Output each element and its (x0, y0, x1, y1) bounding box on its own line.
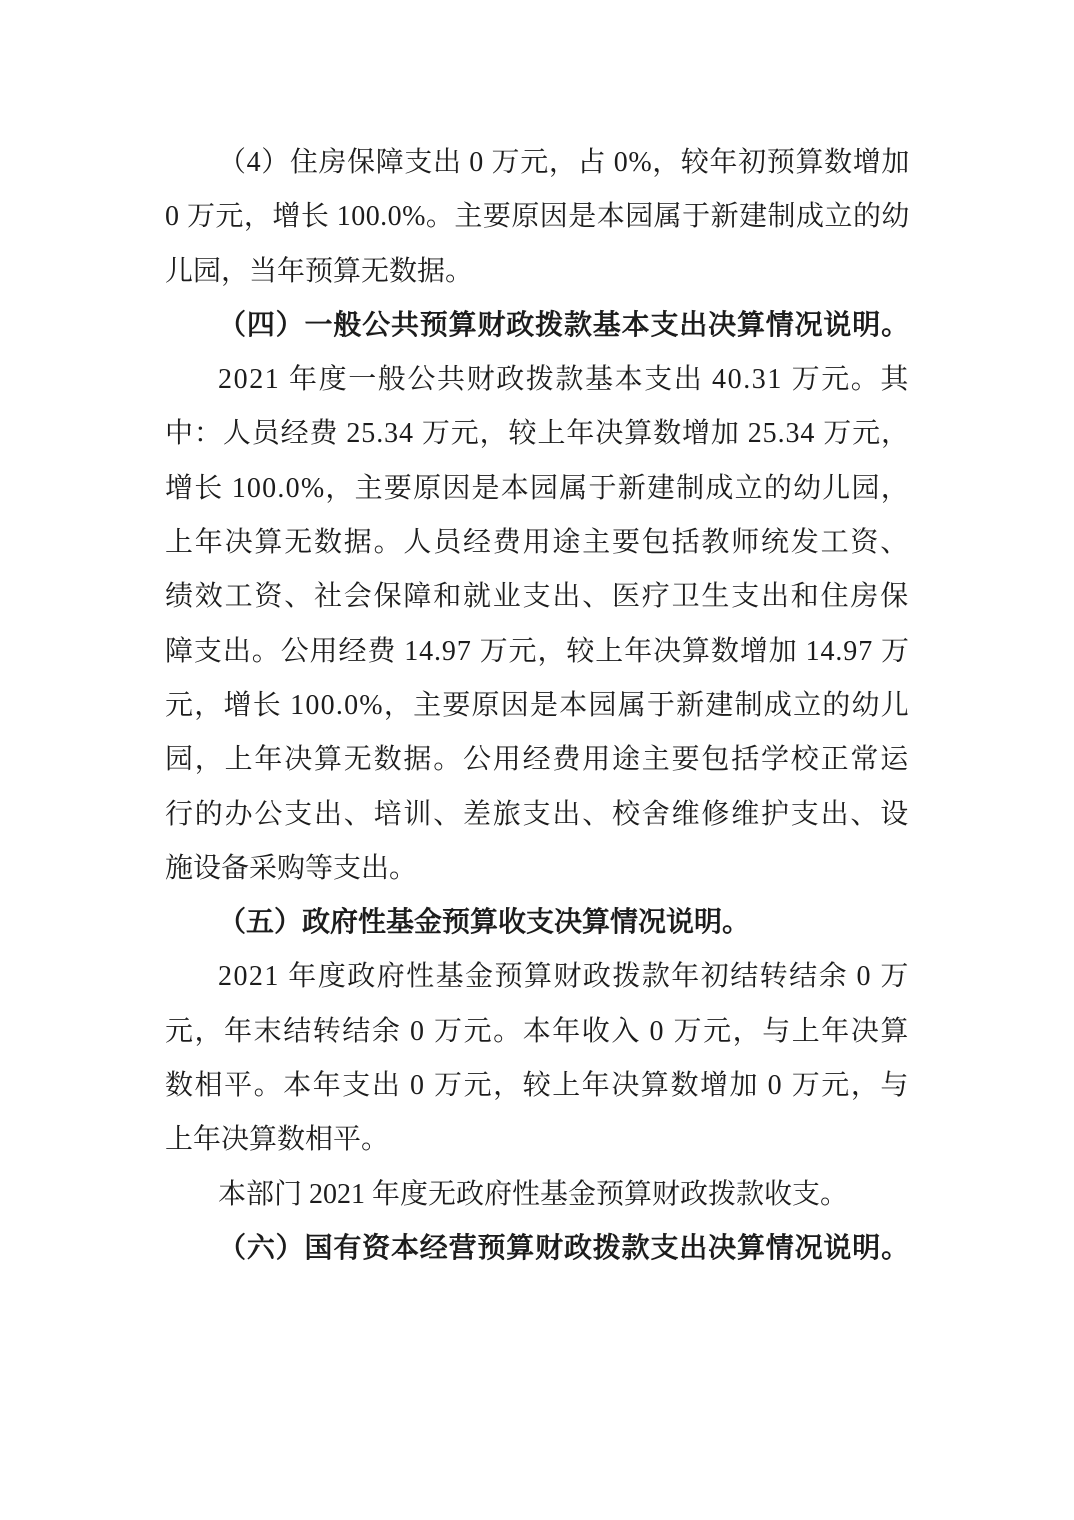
text-block (165, 136, 910, 1276)
paragraph-basic-expenditure (165, 353, 910, 896)
text-line (165, 1168, 910, 1222)
text-line (165, 1005, 910, 1059)
text-line (165, 353, 910, 407)
text-line-content: 儿园，当年预算无数据。 (165, 255, 474, 287)
text-line-content: 上年决算数相平。 (165, 1124, 390, 1156)
section-heading-content: （四）一般公共预算财政拨款基本支出决算情况说明。 (218, 309, 910, 341)
text-line-content: 0 万元，增长 100.0%。主要原因是本园属于新建制成立的幼 (165, 201, 910, 233)
text-line (165, 950, 910, 1004)
text-line (165, 1059, 910, 1113)
text-line (165, 136, 910, 190)
text-line-content: 2021 年度政府性基金预算财政拨款年初结转结余 0 万 (218, 961, 910, 993)
paragraph-government-fund (165, 950, 910, 1167)
text-line (165, 407, 910, 461)
text-line-content: 元，增长 100.0%，主要原因是本园属于新建制成立的幼儿 (165, 689, 910, 721)
text-line-content: 绩效工资、社会保障和就业支出、医疗卫生支出和住房保 (165, 581, 911, 613)
text-line-content: 元，年末结转结余 0 万元。本年收入 0 万元，与上年决算 (165, 1015, 910, 1047)
section-heading (165, 896, 910, 950)
paragraph-housing-expense (165, 136, 910, 299)
text-line (165, 190, 910, 244)
text-line-content: 上年决算无数据。人员经费用途主要包括教师统发工资、 (165, 527, 911, 559)
paragraph-heading-section-4 (165, 299, 910, 353)
text-line-content: 园，上年决算无数据。公用经费用途主要包括学校正常运 (165, 744, 911, 776)
text-line (165, 570, 910, 624)
text-line (165, 516, 910, 570)
text-line-content: 增长 100.0%，主要原因是本园属于新建制成立的幼儿园， (165, 472, 910, 504)
text-line (165, 733, 910, 787)
text-line (165, 462, 910, 516)
section-heading (165, 1222, 910, 1276)
section-heading (165, 299, 910, 353)
text-line-content: 2021 年度一般公共财政拨款基本支出 40.31 万元。其 (218, 364, 911, 396)
paragraph-heading-section-6 (165, 1222, 910, 1276)
text-line (165, 1113, 910, 1167)
text-line-content: 施设备采购等支出。 (165, 852, 418, 884)
paragraph-no-government-fund (165, 1168, 910, 1222)
text-line-content: 中：人员经费 25.34 万元，较上年决算数增加 25.34 万元， (165, 418, 910, 450)
section-heading-content: （六）国有资本经营预算财政拨款支出决算情况说明。 (218, 1232, 910, 1264)
text-line (165, 842, 910, 896)
section-heading-content: （五）政府性基金预算收支决算情况说明。 (218, 907, 751, 939)
text-line (165, 245, 910, 299)
text-line (165, 788, 910, 842)
text-line-content: 障支出。公用经费 14.97 万元，较上年决算数增加 14.97 万 (165, 635, 910, 667)
text-line (165, 625, 910, 679)
text-line-content: 本部门 2021 年度无政府性基金预算财政拨款收支。 (218, 1178, 849, 1210)
text-line-content: （4）住房保障支出 0 万元，占 0%，较年初预算数增加 (218, 147, 910, 178)
text-line (165, 679, 910, 733)
paragraph-heading-section-5 (165, 896, 910, 950)
text-line-content: 行的办公支出、培训、差旅支出、校舍维修维护支出、设 (165, 798, 911, 830)
text-line-content: 数相平。本年支出 0 万元，较上年决算数增加 0 万元，与 (165, 1070, 910, 1102)
